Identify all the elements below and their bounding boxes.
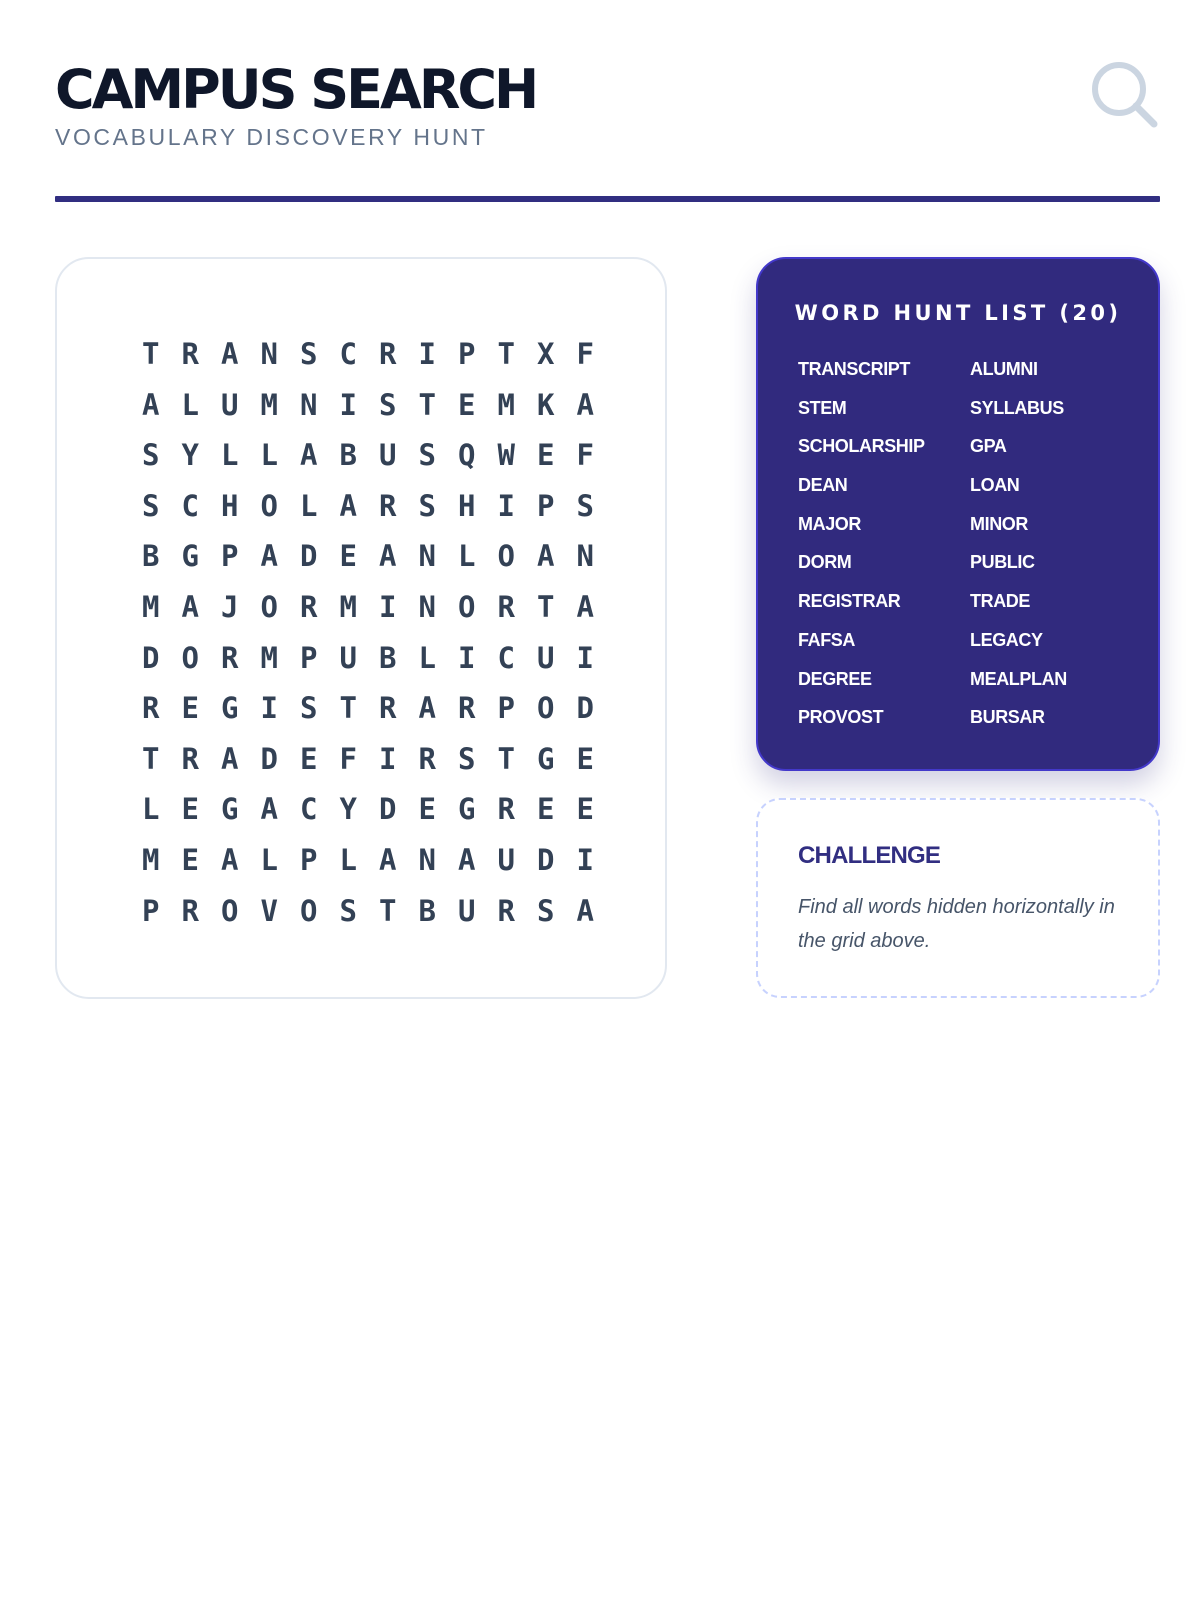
- grid-letter[interactable]: L: [181, 387, 199, 422]
- grid-letter[interactable]: Y: [181, 438, 199, 473]
- challenge-text: Find all words hidden horizontally in the grid above.: [798, 896, 1115, 952]
- grid-letter[interactable]: N: [576, 539, 594, 574]
- grid-letter[interactable]: E: [181, 792, 199, 827]
- grid-letter[interactable]: O: [181, 640, 199, 675]
- grid-letter[interactable]: R: [379, 337, 397, 371]
- grid-letter[interactable]: T: [497, 741, 515, 776]
- grid-letter[interactable]: A: [379, 539, 397, 574]
- grid-letter[interactable]: T: [339, 691, 357, 726]
- grid-letter[interactable]: N: [300, 387, 318, 422]
- grid-letter[interactable]: E: [181, 842, 199, 877]
- grid-letter[interactable]: B: [418, 893, 436, 928]
- grid-letter[interactable]: B: [379, 640, 397, 675]
- grid-letter[interactable]: U: [458, 893, 476, 928]
- grid-letter[interactable]: O: [458, 589, 476, 624]
- word-list-item: FAFSA: [798, 629, 856, 650]
- grid-letter[interactable]: R: [418, 741, 436, 776]
- grid-letter[interactable]: D: [260, 741, 278, 776]
- grid-letter[interactable]: U: [537, 640, 555, 675]
- grid-letter[interactable]: C: [300, 792, 318, 827]
- grid-letter[interactable]: R: [181, 337, 199, 371]
- grid-letter[interactable]: R: [142, 691, 160, 726]
- word-list-item: MINOR: [970, 513, 1028, 534]
- grid-letter[interactable]: P: [221, 539, 239, 574]
- search-icon[interactable]: [1088, 58, 1160, 130]
- grid-letter[interactable]: D: [300, 539, 318, 574]
- grid-letter[interactable]: T: [142, 337, 160, 371]
- grid-letter[interactable]: R: [300, 589, 318, 624]
- grid-letter[interactable]: M: [339, 589, 357, 624]
- grid-letter[interactable]: R: [181, 741, 199, 776]
- grid-letter[interactable]: I: [379, 741, 397, 776]
- grid-letter[interactable]: E: [576, 792, 594, 827]
- page: [55, 0, 1160, 1600]
- word-list-item: PUBLIC: [970, 552, 1035, 573]
- grid-letter[interactable]: I: [339, 387, 357, 422]
- grid-letter[interactable]: O: [260, 488, 278, 523]
- letter-grid: [131, 329, 605, 936]
- grid-letter[interactable]: X: [537, 337, 555, 371]
- grid-letter[interactable]: R: [181, 893, 199, 928]
- header-divider: [55, 196, 1160, 202]
- grid-letter[interactable]: U: [379, 438, 397, 473]
- grid-letter[interactable]: W: [497, 438, 515, 473]
- grid-letter[interactable]: T: [497, 337, 515, 371]
- grid-letter[interactable]: N: [418, 842, 436, 877]
- grid-letter[interactable]: R: [497, 589, 515, 624]
- grid-letter[interactable]: I: [497, 488, 515, 523]
- grid-letter[interactable]: A: [300, 438, 318, 473]
- grid-letter[interactable]: T: [537, 589, 555, 624]
- grid-letter[interactable]: R: [497, 893, 515, 928]
- grid-letter[interactable]: S: [458, 741, 476, 776]
- grid-letter[interactable]: P: [458, 337, 476, 371]
- grid-letter[interactable]: N: [418, 589, 436, 624]
- word-list-panel: [756, 257, 1160, 771]
- grid-letter[interactable]: A: [260, 539, 278, 574]
- grid-letter[interactable]: L: [339, 842, 357, 877]
- word-list-item: LEGACY: [970, 629, 1043, 650]
- grid-letter[interactable]: I: [260, 691, 278, 726]
- grid-letter[interactable]: R: [221, 640, 239, 675]
- grid-letter[interactable]: B: [142, 539, 160, 574]
- grid-letter[interactable]: S: [537, 893, 555, 928]
- grid-letter[interactable]: O: [537, 691, 555, 726]
- grid-letter[interactable]: A: [339, 488, 357, 523]
- grid-letter[interactable]: S: [339, 893, 357, 928]
- grid-letter[interactable]: F: [576, 337, 594, 371]
- grid-letter[interactable]: A: [221, 741, 239, 776]
- grid-letter[interactable]: P: [497, 691, 515, 726]
- grid-letter[interactable]: O: [221, 893, 239, 928]
- grid-letter[interactable]: U: [497, 842, 515, 877]
- grid-letter[interactable]: R: [497, 792, 515, 827]
- grid-letter[interactable]: E: [418, 792, 436, 827]
- grid-letter[interactable]: P: [300, 842, 318, 877]
- grid-letter[interactable]: L: [260, 842, 278, 877]
- grid-letter[interactable]: O: [260, 589, 278, 624]
- grid-letter[interactable]: G: [458, 792, 476, 827]
- grid-letter[interactable]: D: [379, 792, 397, 827]
- grid-letter[interactable]: H: [458, 488, 476, 523]
- grid-letter[interactable]: C: [339, 337, 357, 371]
- grid-letter[interactable]: E: [300, 741, 318, 776]
- grid-letter[interactable]: S: [576, 488, 594, 523]
- grid-letter[interactable]: S: [300, 337, 318, 371]
- grid-letter[interactable]: R: [379, 691, 397, 726]
- grid-letter[interactable]: S: [300, 691, 318, 726]
- word-list-item: SYLLABUS: [970, 397, 1064, 418]
- word-list-item: DEAN: [798, 475, 848, 496]
- grid-letter[interactable]: M: [142, 842, 160, 877]
- grid-letter[interactable]: E: [339, 539, 357, 574]
- grid-letter[interactable]: L: [458, 539, 476, 574]
- grid-letter[interactable]: S: [418, 488, 436, 523]
- grid-letter[interactable]: A: [576, 589, 594, 624]
- grid-letter[interactable]: B: [339, 438, 357, 473]
- grid-letter[interactable]: S: [379, 387, 397, 422]
- challenge-title: CHALLENGE: [798, 842, 941, 869]
- word-list-item: TRANSCRIPT: [798, 359, 910, 379]
- grid-letter[interactable]: A: [576, 387, 594, 422]
- grid-letter[interactable]: E: [181, 691, 199, 726]
- word-list-item: BURSAR: [970, 707, 1045, 728]
- grid-letter[interactable]: E: [537, 438, 555, 473]
- grid-letter[interactable]: P: [142, 893, 160, 928]
- grid-letter[interactable]: A: [537, 539, 555, 574]
- grid-letter[interactable]: T: [418, 387, 436, 422]
- grid-letter[interactable]: T: [142, 741, 160, 776]
- grid-letter[interactable]: C: [181, 488, 199, 523]
- grid-letter[interactable]: I: [576, 842, 594, 877]
- grid-letter[interactable]: R: [379, 488, 397, 523]
- grid-letter[interactable]: M: [260, 387, 278, 422]
- grid-letter[interactable]: E: [537, 792, 555, 827]
- grid-letter[interactable]: F: [339, 741, 357, 776]
- word-list-item: MEALPLAN: [970, 668, 1067, 689]
- grid-letter[interactable]: A: [418, 691, 436, 726]
- grid-letter[interactable]: A: [181, 589, 199, 624]
- grid-letter[interactable]: P: [537, 488, 555, 523]
- grid-letter[interactable]: G: [221, 691, 239, 726]
- word-list-item: GPA: [970, 436, 1007, 457]
- grid-letter[interactable]: L: [221, 438, 239, 473]
- grid-letter[interactable]: S: [418, 438, 436, 473]
- grid-letter[interactable]: O: [497, 539, 515, 574]
- grid-letter[interactable]: M: [142, 589, 160, 624]
- grid-letter[interactable]: I: [418, 337, 436, 371]
- word-list-item: SCHOLARSHIP: [798, 436, 925, 457]
- grid-letter[interactable]: A: [458, 842, 476, 877]
- grid-letter[interactable]: D: [537, 842, 555, 877]
- grid-letter[interactable]: N: [418, 539, 436, 574]
- challenge-card: [756, 798, 1160, 998]
- grid-letter[interactable]: A: [260, 792, 278, 827]
- grid-letter[interactable]: L: [300, 488, 318, 523]
- grid-letter[interactable]: M: [260, 640, 278, 675]
- header: [55, 52, 1160, 192]
- grid-letter[interactable]: U: [339, 640, 357, 675]
- grid-letter[interactable]: G: [181, 539, 199, 574]
- grid-letter[interactable]: U: [221, 387, 239, 422]
- word-list-item: DORM: [798, 552, 852, 573]
- word-list-item: TRADE: [970, 591, 1030, 612]
- grid-letter[interactable]: A: [142, 387, 160, 422]
- grid-letter[interactable]: J: [221, 589, 239, 624]
- puzzle-card: [55, 257, 667, 999]
- grid-letter[interactable]: L: [260, 438, 278, 473]
- grid-letter[interactable]: D: [142, 640, 160, 675]
- grid-letter[interactable]: E: [576, 741, 594, 776]
- word-list: [798, 356, 1142, 743]
- grid-letter[interactable]: A: [379, 842, 397, 877]
- grid-letter[interactable]: L: [418, 640, 436, 675]
- grid-letter[interactable]: E: [458, 387, 476, 422]
- grid-letter[interactable]: K: [537, 387, 555, 422]
- word-list-item: ALUMNI: [970, 359, 1038, 379]
- grid-letter[interactable]: H: [221, 488, 239, 523]
- grid-letter[interactable]: F: [576, 438, 594, 473]
- grid-letter[interactable]: A: [221, 842, 239, 877]
- grid-letter[interactable]: L: [142, 792, 160, 827]
- grid-letter[interactable]: G: [537, 741, 555, 776]
- word-list-item: REGISTRAR: [798, 591, 901, 612]
- grid-letter[interactable]: A: [576, 893, 594, 928]
- grid-letter[interactable]: I: [458, 640, 476, 675]
- grid-letter[interactable]: A: [221, 337, 239, 371]
- word-list-item: LOAN: [970, 475, 1020, 496]
- grid-letter[interactable]: I: [576, 640, 594, 675]
- grid-letter[interactable]: S: [142, 488, 160, 523]
- grid-letter[interactable]: P: [300, 640, 318, 675]
- grid-letter[interactable]: R: [458, 691, 476, 726]
- grid-letter[interactable]: T: [379, 893, 397, 928]
- word-list-item: PROVOST: [798, 707, 884, 728]
- grid-letter[interactable]: M: [497, 387, 515, 422]
- grid-letter[interactable]: Y: [339, 792, 357, 827]
- grid-letter[interactable]: N: [260, 337, 278, 371]
- grid-letter[interactable]: S: [142, 438, 160, 473]
- word-list-item: DEGREE: [798, 668, 872, 689]
- grid-letter[interactable]: Q: [458, 438, 476, 473]
- grid-letter[interactable]: D: [576, 691, 594, 726]
- grid-letter[interactable]: V: [260, 893, 278, 928]
- grid-letter[interactable]: G: [221, 792, 239, 827]
- page-subtitle: VOCABULARY DISCOVERY HUNT: [55, 124, 488, 150]
- page-title: CAMPUS SEARCH: [55, 58, 537, 121]
- word-list-heading: WORD HUNT LIST (20): [794, 301, 1122, 325]
- grid-letter[interactable]: O: [300, 893, 318, 928]
- grid-letter[interactable]: I: [379, 589, 397, 624]
- grid-letter[interactable]: C: [497, 640, 515, 675]
- word-list-item: MAJOR: [798, 513, 862, 534]
- word-list-item: STEM: [798, 397, 847, 418]
